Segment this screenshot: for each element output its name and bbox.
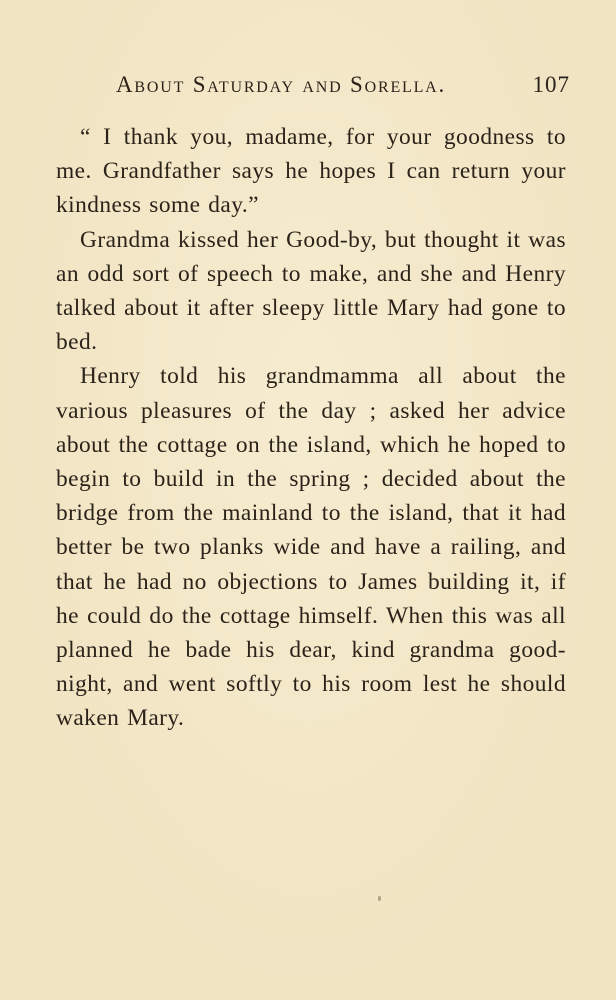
body-text [56,120,566,736]
paragraph-1: “ I thank you, madame, for your goodness to me. Grandfather says he hopes I can return your kindness some day.” [56,124,566,219]
paragraph-3: Henry told his grandmamma all about the various pleasures of the day ; asked her advice about the cottage on the island, which he hoped to begin to build in the spring ; decided about the bridge from the mainland to the island, that it had better be two planks wide and have a railing, and that he had no objections to James building it, if he could do the cottage himself. When this was all planned he bade his dear, kind grandma good-night, and went softly to his room lest he should waken Mary. [56,363,566,732]
chapter-title: About Saturday and Sorella. [116,72,447,97]
paragraph-2: Grandma kissed her Good-by, but thought it was an odd sort of speech to make, and she and Henry talked about it after sleepy little Mary had gone to bed. [56,226,566,356]
page-number: 107 [532,72,570,97]
running-head [56,72,570,106]
paper-speck [378,896,381,901]
